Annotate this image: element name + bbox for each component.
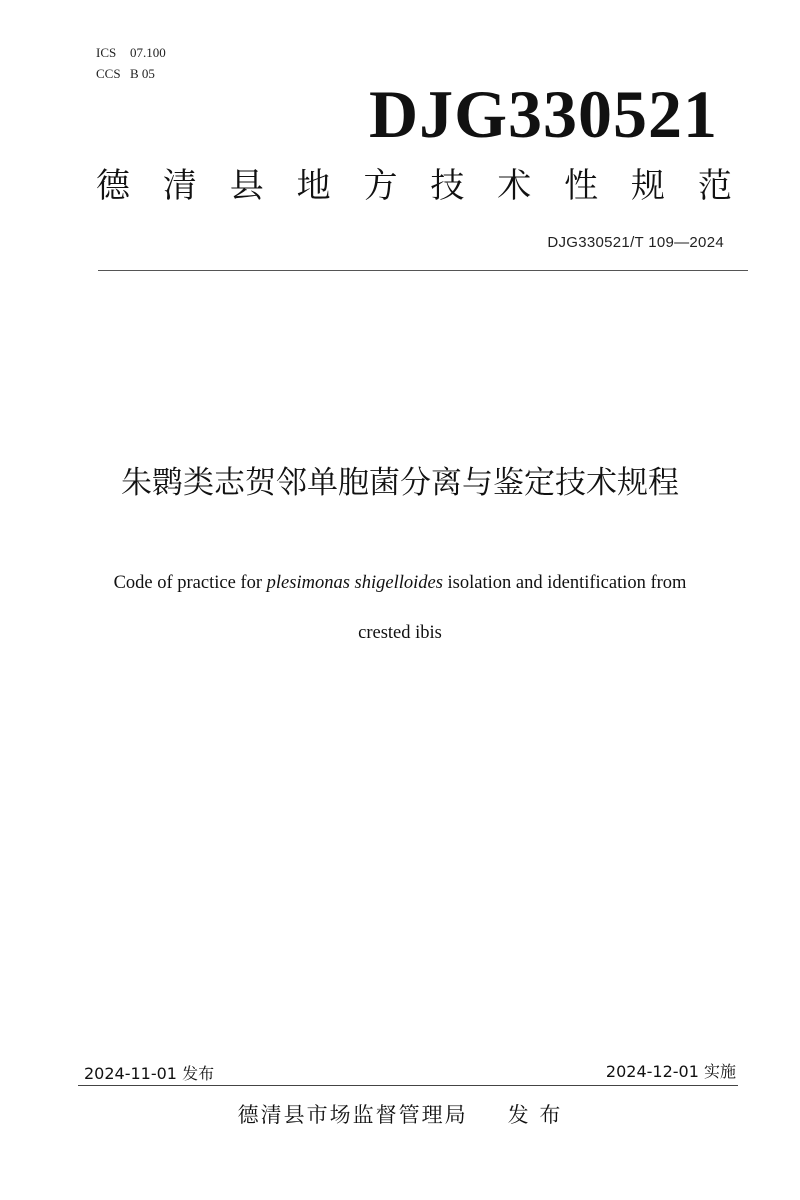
title-en-part-1: Code of practice for	[113, 573, 267, 593]
title-en-line-2: crested ibis	[358, 623, 442, 643]
ics-row	[96, 42, 166, 63]
standard-type-char: 术	[497, 166, 532, 206]
standard-type-char: 性	[564, 166, 599, 206]
standard-number: DJG330521/T 109—2024	[547, 234, 724, 251]
document-title-en	[40, 558, 760, 658]
classification-block	[96, 42, 166, 84]
title-en-species: plesimonas shigelloides	[266, 573, 443, 593]
publisher-action: 发 布	[507, 1103, 563, 1127]
standard-type-char: 技	[430, 166, 465, 206]
standard-type-char: 范	[697, 166, 732, 206]
header-divider	[98, 270, 748, 271]
standard-type-char: 地	[296, 166, 331, 206]
title-en-part-2: isolation and identification from	[442, 573, 687, 593]
ics-label: ICS	[96, 45, 117, 60]
ccs-row	[96, 63, 166, 84]
standard-type-char: 县	[229, 166, 264, 206]
standard-type-char: 清	[162, 166, 197, 206]
title-en-line-1	[40, 558, 760, 608]
standard-type-char: 德	[96, 166, 130, 206]
standard-type	[96, 164, 732, 208]
footer-divider	[78, 1085, 738, 1086]
issue-date: 2024-11-01 发布	[84, 1064, 215, 1083]
ccs-value: B 05	[130, 66, 155, 81]
ics-value: 07.100	[130, 45, 166, 60]
publisher	[0, 1100, 800, 1130]
standard-code: DJG330521	[369, 76, 718, 152]
ccs-label: CCS	[96, 66, 121, 81]
document-title-cn: 朱鹮类志贺邻单胞菌分离与鉴定技术规程	[121, 465, 679, 501]
standard-type-char: 方	[363, 166, 398, 206]
publisher-name: 德清县市场监督管理局	[237, 1103, 468, 1127]
implementation-date: 2024-12-01 实施	[605, 1062, 736, 1081]
standard-type-char: 规	[631, 166, 665, 206]
